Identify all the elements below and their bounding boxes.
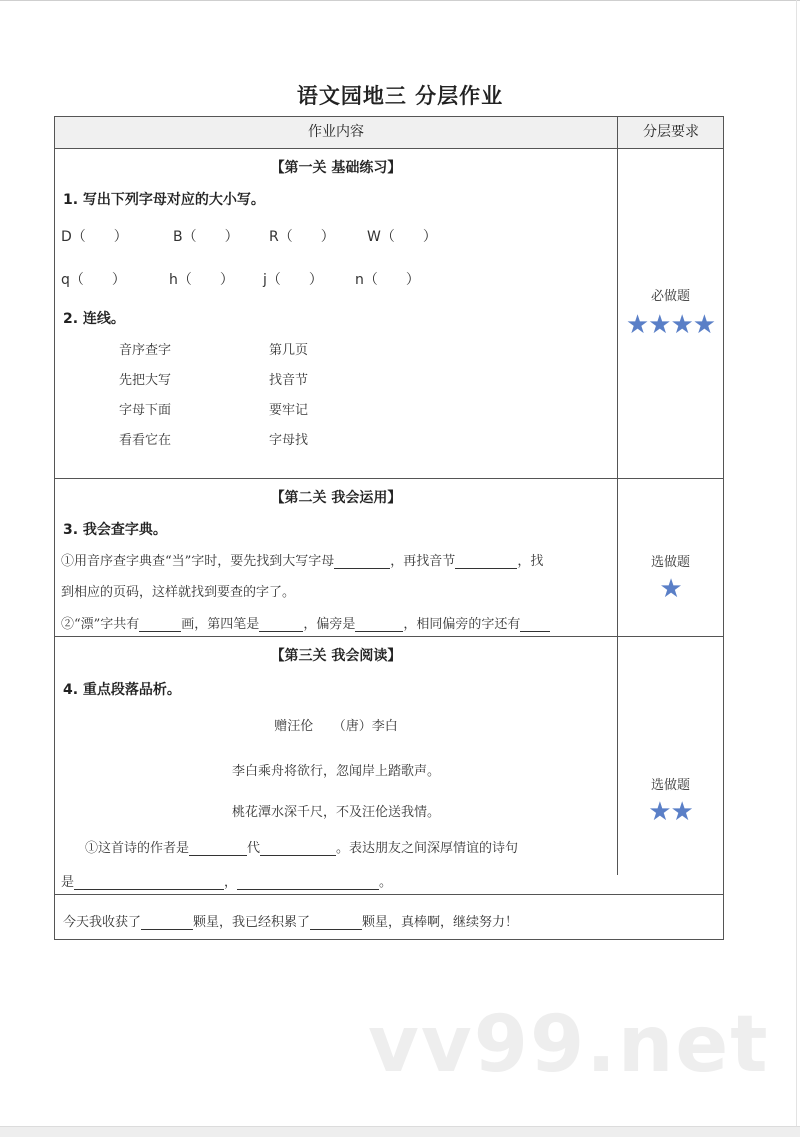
match-right-item: 要牢记 (269, 403, 309, 418)
page-edge-top (0, 0, 800, 1)
level3-requirement (618, 774, 723, 827)
q3-line-3 (61, 613, 550, 632)
q4-text: 是 (61, 875, 75, 890)
q4-text: 。 (379, 875, 393, 890)
answer-blank[interactable] (189, 841, 247, 856)
q4-line-1 (85, 837, 518, 856)
poem-title: 赠汪伦 （唐）李白 (274, 719, 398, 734)
row-divider (55, 894, 723, 895)
header-content: 作业内容 (308, 124, 364, 140)
q4-text: ①这首诗的作者是 (85, 841, 190, 856)
question-2: 2. 连线。 (63, 311, 125, 327)
row-divider (55, 636, 723, 637)
q4-text: ， (224, 875, 238, 890)
answer-blank[interactable] (141, 915, 193, 930)
level2-requirement (618, 551, 723, 604)
letter-item: q（ ） (61, 272, 126, 288)
row-divider (55, 478, 723, 479)
level3-title: 【第三关 我会阅读】 (270, 648, 402, 664)
q3-text: ，相同偏旁的字还有 (403, 617, 521, 632)
star-rating-2: ★★ (648, 797, 693, 827)
answer-blank[interactable] (260, 841, 336, 856)
watermark: vv99.net (368, 1000, 770, 1090)
page-bottom-band (0, 1126, 800, 1137)
q3-text: ①用音序查字典查“当”字时，要先找到大写字母 (61, 554, 335, 569)
match-left-item: 字母下面 (119, 403, 172, 418)
q3-text: ，再找音节 (390, 554, 456, 569)
answer-blank[interactable] (237, 875, 379, 890)
letter-item: R（ ） (269, 229, 335, 245)
question-4: 4. 重点段落品析。 (63, 682, 181, 698)
table-header (55, 117, 723, 149)
summary-text: 今天我收获了 (63, 915, 142, 930)
match-left-item: 先把大写 (119, 373, 172, 388)
answer-blank[interactable] (74, 875, 224, 890)
level1-requirement (618, 285, 723, 340)
match-left-item: 看看它在 (119, 433, 172, 448)
summary-text: 颗星，真棒啊，继续努力！ (362, 915, 519, 930)
star-rating-4: ★★★★ (625, 310, 716, 340)
star-rating-1: ★ (659, 574, 682, 604)
letter-item: B（ ） (173, 229, 239, 245)
level1-title: 【第一关 基础练习】 (270, 160, 402, 176)
answer-blank[interactable] (455, 554, 517, 569)
letter-item: D（ ） (61, 229, 128, 245)
page-title: 语文园地三 分层作业 (296, 84, 504, 108)
match-left-item: 音序查字 (119, 343, 172, 358)
answer-blank[interactable] (139, 617, 181, 632)
letter-item: h（ ） (169, 272, 234, 288)
q3-text: ，找 (517, 554, 544, 569)
column-divider (617, 148, 618, 875)
q3-line-2: 到相应的页码，这样就找到要查的字了。 (61, 585, 296, 600)
question-3: 3. 我会查字典。 (63, 522, 167, 538)
match-right-item: 字母找 (269, 433, 309, 448)
letter-item: j（ ） (263, 272, 323, 288)
match-right-item: 第几页 (269, 343, 309, 358)
answer-blank[interactable] (355, 617, 403, 632)
summary-line (63, 911, 518, 930)
header-level: 分层要求 (617, 117, 724, 148)
optional-label: 选做题 (650, 778, 690, 793)
q4-line-2 (61, 871, 392, 890)
level2-title: 【第二关 我会运用】 (270, 490, 402, 506)
match-right-item: 找音节 (269, 373, 309, 388)
answer-blank[interactable] (259, 617, 303, 632)
q3-text: ，偏旁是 (303, 617, 356, 632)
q3-text: 画，第四笔是 (181, 617, 260, 632)
summary-text: 颗星，我已经积累了 (193, 915, 311, 930)
question-1: 1. 写出下列字母对应的大小写。 (63, 192, 265, 208)
q4-text: 。表达朋友之间深厚情谊的诗句 (336, 841, 519, 856)
q4-text: 代 (247, 841, 261, 856)
homework-table (54, 116, 724, 940)
answer-blank[interactable] (520, 617, 550, 632)
optional-label: 选做题 (650, 555, 690, 570)
poem-line-1: 李白乘舟将欲行，忽闻岸上踏歌声。 (231, 764, 440, 779)
letter-item: n（ ） (355, 272, 420, 288)
answer-blank[interactable] (334, 554, 390, 569)
page-edge-right (796, 0, 797, 1137)
poem-line-2: 桃花潭水深千尺，不及汪伦送我情。 (231, 805, 440, 820)
letter-item: W（ ） (367, 229, 437, 245)
q3-text: ②“漂”字共有 (61, 617, 140, 632)
q3-line-1 (61, 550, 543, 569)
answer-blank[interactable] (310, 915, 362, 930)
required-label: 必做题 (650, 289, 690, 304)
